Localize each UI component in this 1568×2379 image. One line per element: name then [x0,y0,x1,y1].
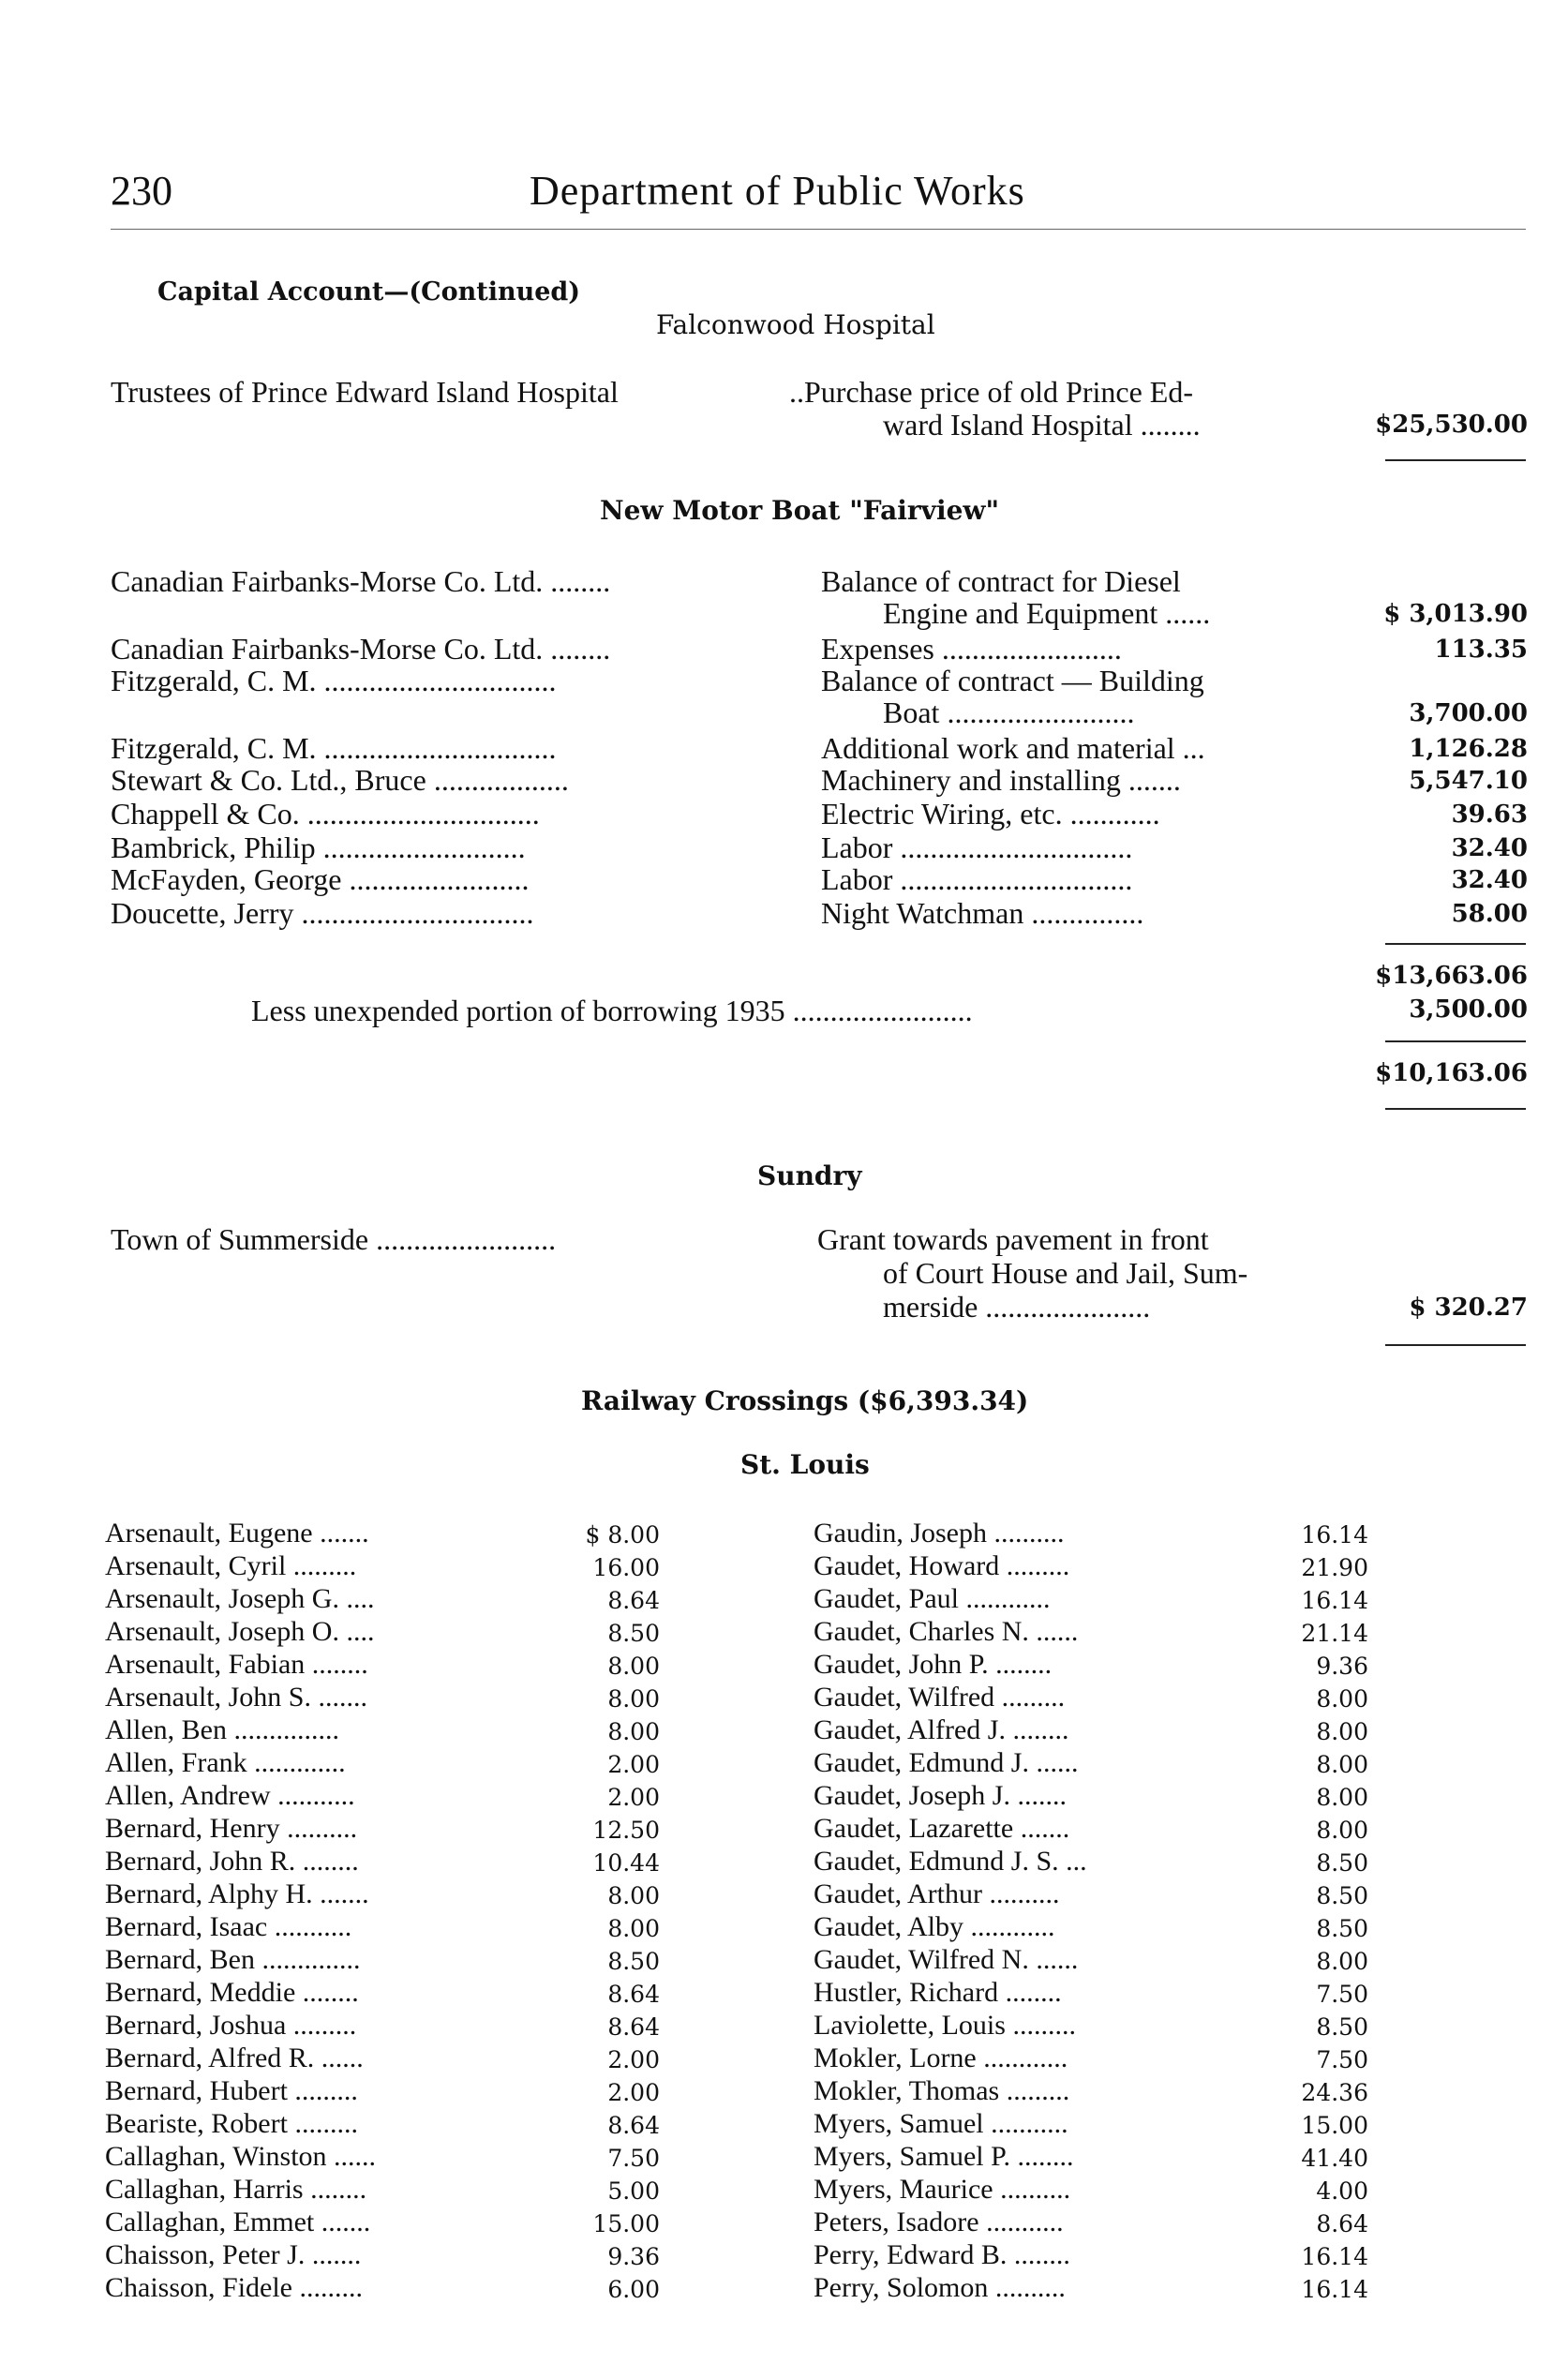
railway-name: Gaudet, Charles N. ...... [814,1616,1079,1647]
railway-amount: 8.64 [607,2013,660,2041]
railway-amount: 8.00 [607,1882,660,1909]
railway-amount: 15.00 [1301,2112,1368,2139]
railway-amount: 8.50 [607,1948,660,1975]
boat-payee: Doucette, Jerry ............................... [111,896,534,930]
boat-payee: Chappell & Co. ............................... [111,797,540,830]
running-head: Department of Public Works [530,168,1025,214]
railway-amount: 8.50 [1316,1882,1368,1909]
railway-amount: 10.44 [592,1849,660,1877]
railway-amount: 6.00 [607,2276,660,2303]
boat-desc: Electric Wiring, etc. ............ [821,797,1160,830]
boat-desc-cont: Engine and Equipment ...... [883,596,1211,630]
railway-name: Arsenault, Cyril ......... [105,1550,357,1581]
railway-amount: 8.00 [607,1653,660,1680]
railway-amount: 15.00 [592,2210,660,2237]
railway-name: Myers, Samuel P. ........ [814,2141,1074,2172]
boat-payee: Fitzgerald, C. M. ............................... [111,664,557,697]
boat-amount: 58.00 [1451,900,1528,928]
less-label: Less unexpended portion of borrowing 1935 ........................ [251,994,973,1027]
sundry-title: Sundry [757,1160,862,1191]
railway-amount: 8.00 [1316,1784,1368,1811]
railway-name: Callaghan, Harris ........ [105,2174,367,2205]
railway-amount: 8.64 [607,2112,660,2139]
railway-name: Laviolette, Louis ......... [814,2010,1076,2041]
railway-amount: 9.36 [607,2243,660,2270]
railway-amount: 8.50 [1316,2013,1368,2041]
boat-payee: Bambrick, Philip ........................... [111,830,526,864]
railway-amount: 21.90 [1301,1554,1368,1581]
railway-name: Arsenault, Eugene ....... [105,1518,369,1549]
railway-name: Gaudet, Lazarette ....... [814,1813,1070,1844]
boat-payee: Stewart & Co. Ltd., Bruce .................. [111,763,569,797]
railway-name: Bernard, Alfred R. ...... [105,2042,364,2073]
desc-summerside-1: Grant towards pavement in front [817,1222,1209,1256]
boat-amount: 3,700.00 [1409,699,1528,727]
railway-amount: 2.00 [607,1751,660,1778]
boat-desc: Labor ............................... [821,862,1133,896]
boat-amount: 1,126.28 [1409,735,1528,763]
railway-amount: 8.64 [607,1981,660,2008]
railway-amount: 16.14 [1301,2276,1368,2303]
boat-payee: Fitzgerald, C. M. ............................... [111,731,557,765]
railway-amount: $ 8.00 [585,1521,660,1549]
railway-name: Perry, Solomon .......... [814,2272,1066,2303]
boat-amount: 5,547.10 [1409,767,1528,795]
railway-amount: 8.50 [1316,1849,1368,1877]
boat-amount: 39.63 [1451,800,1528,829]
railway-name: Bernard, Meddie ........ [105,1977,359,2008]
boat-desc: Additional work and material ... [821,731,1205,765]
rule-boat-end [1385,1108,1526,1110]
railway-amount: 16.00 [592,1554,660,1581]
desc-trustees-1: ..Purchase price of old Prince Ed- [789,375,1193,409]
railway-name: Perry, Edward B. ........ [814,2239,1070,2270]
railway-name: Bernard, Alphy H. ....... [105,1878,369,1909]
boat-desc: Balance of contract — Building [821,664,1204,697]
boat-payee: Canadian Fairbanks-Morse Co. Ltd. ........ [111,564,611,598]
railway-amount: 8.50 [1316,1915,1368,1942]
boat-desc: Balance of contract for Diesel [821,564,1181,598]
boat-amount: $ 3,013.90 [1383,600,1528,628]
railway-name: Callaghan, Emmet ....... [105,2207,371,2237]
railway-amount: 5.00 [607,2177,660,2205]
desc-summerside-2: of Court House and Jail, Sum- [883,1256,1248,1290]
falconwood-title: Falconwood Hospital [656,309,935,340]
railway-name: Gaudet, Wilfred N. ...... [814,1944,1079,1975]
railway-title: Railway Crossings ($6,393.34) [581,1385,1029,1416]
railway-amount: 2.00 [607,2079,660,2106]
boat-desc: Machinery and installing ....... [821,763,1181,797]
railway-name: Bernard, John R. ........ [105,1846,359,1877]
railway-amount: 24.36 [1301,2079,1368,2106]
railway-name: Bernard, Ben .............. [105,1944,361,1975]
railway-amount: 8.00 [1316,1718,1368,1745]
railway-name: Chaisson, Fidele ......... [105,2272,363,2303]
railway-amount: 8.50 [607,1620,660,1647]
header-rule [111,229,1526,230]
railway-name: Gaudet, Joseph J. ....... [814,1780,1067,1811]
railway-name: Allen, Frank ............. [105,1747,346,1778]
railway-name: Myers, Maurice .......... [814,2174,1071,2205]
railway-name: Gaudet, Wilfred ......... [814,1682,1066,1713]
railway-name: Gaudet, Edmund J. S. ... [814,1846,1087,1877]
railway-name: Gaudet, Arthur .......... [814,1878,1060,1909]
railway-amount: 8.00 [607,1685,660,1713]
boat-payee: McFayden, George ........................ [111,862,530,896]
railway-amount: 7.50 [607,2145,660,2172]
railway-amount: 16.14 [1301,1587,1368,1614]
railway-name: Gaudet, Howard ......... [814,1550,1070,1581]
boat-payee: Canadian Fairbanks-Morse Co. Ltd. ........ [111,632,611,666]
railway-name: Gaudet, John P. ........ [814,1649,1053,1680]
boat-amount: 32.40 [1451,866,1528,894]
railway-name: Bernard, Hubert ......... [105,2075,358,2106]
amount-trustees: $25,530.00 [1375,411,1528,439]
section-label: Capital Account—(Continued) [157,277,581,307]
railway-name: Arsenault, Joseph O. .... [105,1616,375,1647]
motorboat-title: New Motor Boat "Fairview" [600,495,1000,526]
railway-amount: 8.00 [607,1718,660,1745]
boat-amount: 113.35 [1434,636,1528,664]
railway-amount: 8.00 [607,1915,660,1942]
payee-trustees: Trustees of Prince Edward Island Hospital [111,375,619,409]
railway-amount: 7.50 [1316,1981,1368,2008]
railway-name: Gaudet, Paul ............ [814,1583,1051,1614]
railway-amount: 7.50 [1316,2046,1368,2073]
railway-amount: 8.00 [1316,1817,1368,1844]
railway-amount: 2.00 [607,2046,660,2073]
railway-name: Hustler, Richard ........ [814,1977,1062,2008]
railway-name: Arsenault, Fabian ........ [105,1649,368,1680]
less-amount: 3,500.00 [1409,995,1528,1024]
railway-name: Bernard, Joshua ......... [105,2010,357,2041]
railway-amount: 41.40 [1301,2145,1368,2172]
railway-name: Callaghan, Winston ...... [105,2141,377,2172]
rule-boat-subtotal [1385,943,1526,945]
railway-name: Chaisson, Peter J. ....... [105,2239,362,2270]
railway-name: Arsenault, Joseph G. .... [105,1583,375,1614]
railway-name: Arsenault, John S. ....... [105,1682,367,1713]
rule-falconwood [1385,459,1526,461]
railway-amount: 16.14 [1301,1521,1368,1549]
railway-amount: 9.36 [1316,1653,1368,1680]
railway-name: Peters, Isadore ........... [814,2207,1064,2237]
railway-subtitle: St. Louis [740,1449,870,1480]
railway-amount: 8.00 [1316,1685,1368,1713]
railway-amount: 21.14 [1301,1620,1368,1647]
desc-trustees-2: ward Island Hospital ........ [883,408,1201,441]
payee-summerside: Town of Summerside ........................ [111,1222,557,1256]
railway-name: Bernard, Isaac ........... [105,1911,352,1942]
railway-name: Gaudet, Alfred J. ........ [814,1714,1069,1745]
railway-name: Mokler, Lorne ............ [814,2042,1068,2073]
boat-desc-cont: Boat ......................... [883,696,1135,729]
boat-subtotal: $13,663.06 [1375,962,1528,990]
railway-amount: 16.14 [1301,2243,1368,2270]
railway-amount: 2.00 [607,1784,660,1811]
railway-name: Mokler, Thomas ......... [814,2075,1070,2106]
railway-amount: 4.00 [1316,2177,1368,2205]
boat-amount: 32.40 [1451,834,1528,862]
railway-name: Gaudet, Edmund J. ...... [814,1747,1079,1778]
railway-name: Allen, Andrew ........... [105,1780,355,1811]
boat-desc: Night Watchman ............... [821,896,1144,930]
rule-boat-total [1385,1040,1526,1042]
page-number: 230 [111,168,172,214]
boat-desc: Expenses ........................ [821,632,1122,666]
railway-amount: 12.50 [592,1817,660,1844]
railway-name: Allen, Ben ............... [105,1714,339,1745]
railway-name: Gaudet, Alby ............ [814,1911,1055,1942]
rule-sundry [1385,1344,1526,1346]
boat-total: $10,163.06 [1375,1059,1528,1087]
railway-name: Myers, Samuel ........... [814,2108,1068,2139]
railway-name: Gaudin, Joseph .......... [814,1518,1065,1549]
amount-summerside: $ 320.27 [1409,1294,1528,1322]
railway-amount: 8.64 [1316,2210,1368,2237]
railway-name: Beariste, Robert ......... [105,2108,358,2139]
railway-name: Bernard, Henry .......... [105,1813,358,1844]
boat-desc: Labor ............................... [821,830,1133,864]
railway-amount: 8.64 [607,1587,660,1614]
railway-amount: 8.00 [1316,1751,1368,1778]
desc-summerside-3: merside ...................... [883,1290,1151,1324]
railway-amount: 8.00 [1316,1948,1368,1975]
